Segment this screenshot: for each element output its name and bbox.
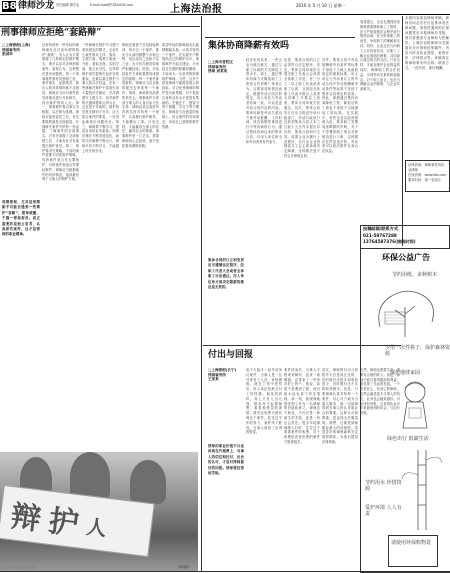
article3-title: 付出与回报	[208, 350, 254, 360]
hotline-line: 投稿邮箱/联系方式	[363, 226, 399, 231]
article2-title: 集体协商降薪有效吗	[208, 41, 290, 51]
photo-figure	[130, 460, 166, 504]
article2-column-2: 但是，集体合同的订立必须符合法定程序。首先，集体合同草案应当提交职工代表大会或者全体职工讨论，有三分之二以上职工代表或者职工出席，且须经全体职工代表半数以上或者全体职工半数以上同意，集体合同草案方获通过。其次，集体合同签订后应当报送劳动行政部门，劳动行政部门自收到集体合同文本之日起十五日内未提出异议的，集体合同即行生效。如果企业未履行上述程序，仅仅由企业管理层与工会主席协商决定降薪，这种做法是不符合法律规定的。	[284, 58, 320, 158]
hotline-line: 13764587376(接线时间)	[363, 239, 416, 244]
article1-column-4: 希望年轻的律师朋友们能够脚踏实地，认真对待每一个案件，在实践中不断提高自己的辩护水平。刑事辩护不能走捷径，只有经过长期的积累和磨练，才能成为一名优秀的刑事辩护律师。当然，这并不是说律师不能借鉴他人的经验。学习优秀律师的辩护技巧和思路，对于提高自身的业务水平是很有帮助的。关键在于，借鉴不等于照搬，学习不等于模仿。律师应当在借鉴的基础上，结合案件的具体情况，形成自己独特的辩护思路。	[162, 43, 199, 129]
article2-pull-quote: 集体合同的订立和变更应当遵循法定程序，经职工代表大会或者全体职工讨论通过。用人单位单方面决定降薪的做法是无效的。	[208, 258, 244, 290]
article3-column-1: 前不久接手一起劳动争议案件，当事人是一位外来务工人员，家境困难，他在工作中受伤后，用人单位拒绝支付工伤待遇。他找到我时，身上只有几百元钱，根本付不起律师费。看着他焦急的神情，我决定免费为他代理这个案件。经过近半年的努力，案件终于胜诉，当事人拿到了应得的赔偿。	[246, 368, 282, 435]
article2-column-1: 经济危机以来，一些企业为渡过难关，通过与职工协商的方式降低工资水平。那么，通过集体协商方式降低职工工资是否有效呢？笔者认为，这要视具体情况而定。根据劳动合同法的规定，用人单位与劳动者协商一致，可以变更劳动合同约定的内容。集体协商是劳动关系双方就劳动报酬、工作时间、休息休假等事项进行平等协商的行为。通过集体协商达成的集体合同，对用人单位和全体劳动者具有约束力。	[246, 58, 282, 144]
ad-slogan: 少用一次性筷子，保护森林资源	[385, 345, 450, 357]
article3-pull-quote: 律师的职业价值不只是体现在代理费上，当事人的信任和托付，社会的认可，才是对律师最好的回报。律师要经得起考验。	[208, 444, 244, 476]
byline-line: 律师 周某某	[208, 69, 228, 74]
ad-slogan: 节约用纸，多种树木	[392, 272, 438, 278]
byline-line: 张国华	[2, 52, 13, 57]
ad-bag-box	[388, 535, 438, 567]
article1-column-1: 近来听到有一些年轻的律师朋友在讨论所谓的辩护“套路”，有人认为只要掌握了几种固定的辩护模式，就可以应对各种刑事案件。笔者认为，这种想法是有问题的。每一个刑事案件都有其独特之处，案件事实、证据情况、被告人的具体情形都不尽相同，律师应当针对案件的具体情况进行分析研究，找出辩护的切入点。第一，刑事辩护要以事实为根据，以法律为准绳。律师在接受委托之后，首先要做的就是全面阅卷，仔细研究案件中的每一份证据，了解案件的全部事实。只有在掌握了全部案情之后，才能有针对性地提出辩护意见。第二，辩护要讲究策略。不同的案件需要不同的辩护策略，有的案件适合作无罪辩护，有的案件则适合作罪轻辩护。律师应当根据案件的具体情况，选择最有利于当事人的辩护方案。	[42, 43, 79, 182]
photo-sign: 辩 护 人	[0, 485, 155, 557]
article3-column-3: 其实，律师的付出与回报并不总是成正比的，有时候付出很多却收获很少，有时候付出不多却收获颇丰。但是，只要律师认真对待每一个案件，尽心尽力地为当事人服务，就一定能够得到当事人的认可和社会的尊重。这种认可和尊重，是金钱无法衡量的。我想，这就是律师职业最大的回报吧。希望更多的律师能够关注弱势群体，为他们提供法律帮助。	[322, 368, 358, 444]
article1-column-2: 一些律师在辩护中习惯于套用固定的模式，无论什么案件都从主体、客体、主观方面、客观方面逐一分析，看似全面，实则空洞，缺乏针对性。这样的辩护意见很难引起法官的重视，也难以真正维护当事人的合法权益。还有一些律师在辩护中喜欢引用大量的法学理论，洋洋洒洒写上数万字，但对案件的关键问题却点到为止，这也是不可取的。辩护意见贵在精而不在多，应当抓住案件的要害，一针见血地指出问题所在。第三，律师要不断学习，提高自身的业务素质。刑事法律在不断发展变化，新的司法解释不断出台，律师只有不断学习，才能跟上时代的步伐。	[82, 43, 119, 153]
byline-line: □上海律师(上海)	[2, 43, 31, 47]
hotline-line[interactable]: 021-58767288	[363, 232, 397, 238]
contact-line[interactable]: 在线咨询：www.fzb.com	[408, 173, 447, 177]
ad-slogan: 爱护环境 人人有责	[365, 505, 402, 517]
byline-line: 王某某	[208, 377, 219, 382]
article3-column-2: 案件结束后，当事人专程来到律所，送来一面锦旗，还带来了一些家乡的土特产。他说，如果不是遇到了我，他可能永远也拿不到这笔钱。那一刻，我深深地感受到了作为一名律师的价值和意义。律师这个职业，不仅仅是一种谋生的手段，更是一份社会责任。很多年轻律师刚入行时，往往过于看重案件的收费，对于收费低或者免费的案件不愿意接手。	[284, 368, 320, 444]
article1-byline	[2, 43, 40, 57]
section-title: 律师沙龙	[18, 1, 55, 11]
column-divider	[201, 16, 202, 572]
tree-sketch-icon	[370, 282, 445, 337]
email-line[interactable]: E-mail:lsbs@FZB04CN.com	[90, 3, 134, 7]
editor-line: 责任编辑 顾学农	[56, 3, 80, 7]
footer-copyright: 版权所有 未经许可不得转载	[2, 566, 37, 570]
hotline-box	[360, 225, 450, 249]
bamboo-sketch-icon	[400, 445, 445, 530]
issue-date: 2010 年 5 月 10 日 星期一	[296, 3, 346, 8]
ad-slogan: 请使用环保购物袋	[391, 540, 432, 546]
sidebar-notice: 本版内容欢迎律师来稿。律师有问必答栏目征集读者法律问题，请将您遇到的法律问题寄至本报律师沙龙版，我们将邀请专业律师为您解答。上海法治报律师沙龙版面向全市律师征集稿件，内容可涉及执业感悟、案例评析、法律观点等。来稿请注明律师事务所名称、联系方式。一经刊用，即付稿酬。	[405, 16, 449, 70]
newspaper-masthead: 上海法治报	[170, 4, 223, 15]
sidebar-divider	[402, 16, 403, 246]
byline-line: □上海律师(长宁)	[208, 368, 237, 372]
article1-photo	[0, 452, 198, 572]
eco-ad-title: 环保公益广告	[382, 253, 430, 262]
sidebar-contact-box	[405, 160, 450, 192]
article2-byline	[208, 60, 244, 74]
photo-credit: 资料图片	[178, 565, 191, 569]
page-number-badge: B8	[2, 1, 17, 12]
article3-column-4: 当然，律师也需要生存，需要有合理的收入。但是，律师不能只看到眼前的利益，而忽视了长远的发展。一个有责任心、有爱心的律师，必然会赢得更多当事人的信任，业务也会越来越好。付出终有回报，这是我执业多年来最深刻的体会。与同行共勉。	[360, 368, 400, 416]
article1-title: 刑事律师应拒绝“套路辩”	[1, 28, 102, 38]
byline-line: 律师事务所	[208, 64, 226, 69]
article1-column-3: 律师还要善于总结经验教训，每办完一个案件，都应当认真回顾整个办案过程，找出成功之处和不足之处，为今后办理类似案件积累经验。但是，总结经验并不意味着要形成固定的套路。每一个案件都是新的，律师应当以全新的眼光去审视每一个案件。第四，律师要有高度的责任心。刑事案件关系到当事人的人身自由乃至生命，律师必须以高度负责的态度对待每一个案件，认真履行辩护职责，不能敷衍了事。只有这样，才能赢得当事人的信任，赢得社会的尊重。刑事辩护是一门艺术，需要律师用心去经营，而不是依靠所谓的套路。	[122, 43, 159, 148]
article2-column-3: 另外，集体合同中劳动报酬和劳动条件等标准不得低于当地人民政府规定的最低标准。用人单位与劳动者订立的劳动合同中劳动报酬和劳动条件等标准不得低于集体合同规定的标准。因此，即使通过集体协商降低工资，降低后的工资也不得低于当地最低工资标准。在实践中，有些企业以经营困难为由，要求职工签署同意降薪的声明，对于不签署的职工则以各种理由进行刁难，这种做法显然是违法的。劳动者可以依法维护自身合法权益。	[322, 58, 358, 154]
ad-slogan: 保护地球家园	[390, 370, 421, 376]
person-sketch-icon	[385, 378, 445, 433]
byline-line: 律师事务所	[208, 372, 226, 377]
contact-line: 服务时间：周一至周五	[408, 178, 441, 182]
byline-line: □上海市普陀区	[208, 60, 233, 64]
ad-slogan: 节约用水 珍惜资源	[365, 480, 402, 492]
article3-byline	[208, 368, 244, 382]
article2-column-4: 笔者建议，企业在遇到经营困难需要降低职工工资时，应当严格按照法定程序进行集体协商，充分听取职工的意见，争取职工的理解和支持。同时，企业还应当向职工公开经营状况，让职工了解企业面临的困难，共同商讨渡过难关的办法。只有这样，才能在维护企业利益的同时，保障职工的合法权益，实现劳动关系的和谐稳定。对于职工而言，也应当理解企业的困难，与企业共渡难关。	[360, 20, 400, 92]
byline-line: 律师事务所	[2, 47, 20, 52]
article1-pull-quote: 刑辩律师，尤其是刑辩新手可能会遇到一些辩护“套路”，简单照搬、千篇一律地套用。真正需要的是独立思考、认真研究案件，这才是律师的职业精神。	[2, 200, 40, 237]
article1-rule	[0, 26, 200, 27]
contact-line: 法律咨询：律师事务所执业律师	[408, 163, 445, 172]
ad-slogan: 绿色出行 低碳生活	[387, 436, 429, 442]
article2-rule	[205, 37, 355, 38]
